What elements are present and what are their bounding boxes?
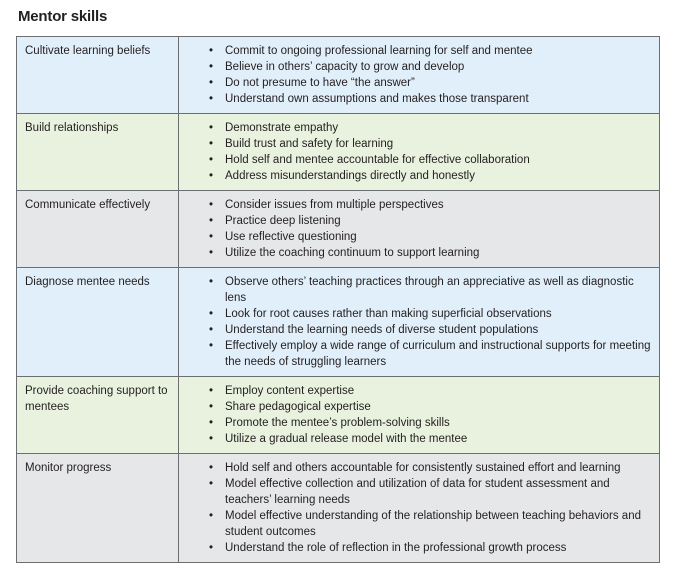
skill-description — [179, 268, 660, 377]
table-row — [17, 191, 660, 268]
list-item: • Model effective understanding of the relationship between teaching behaviors and student outcomes — [209, 508, 651, 540]
skill-description — [179, 37, 660, 114]
list-item: • Understand the learning needs of diverse student populations — [209, 322, 651, 338]
list-item: • Utilize the coaching continuum to support learning — [209, 245, 651, 261]
bullet-list — [187, 43, 651, 107]
table-row — [17, 114, 660, 191]
list-item: • Employ content expertise — [209, 383, 651, 399]
bullet-list — [187, 274, 651, 370]
list-item: • Model effective collection and utilization of data for student assessment and teachers’ learning needs — [209, 476, 651, 508]
list-item: • Effectively employ a wide range of curriculum and instructional supports for meeting the needs of struggling learners — [209, 338, 651, 370]
skill-name: Monitor progress — [17, 454, 179, 563]
table-row — [17, 377, 660, 454]
list-item: • Consider issues from multiple perspectives — [209, 197, 651, 213]
skill-name: Provide coaching support to mentees — [17, 377, 179, 454]
table-row — [17, 268, 660, 377]
bullet-list — [187, 120, 651, 184]
skill-description — [179, 114, 660, 191]
mentor-skills-table — [16, 36, 660, 563]
skill-description — [179, 377, 660, 454]
list-item: • Understand the role of reflection in the professional growth process — [209, 540, 651, 556]
list-item: • Observe others’ teaching practices through an appreciative as well as diagnostic lens — [209, 274, 651, 306]
skill-description — [179, 191, 660, 268]
list-item: • Do not presume to have “the answer” — [209, 75, 651, 91]
skill-name: Communicate effectively — [17, 191, 179, 268]
list-item: • Use reflective questioning — [209, 229, 651, 245]
skill-description — [179, 454, 660, 563]
list-item: • Commit to ongoing professional learning for self and mentee — [209, 43, 651, 59]
list-item: • Practice deep listening — [209, 213, 651, 229]
table-row — [17, 454, 660, 563]
list-item: • Share pedagogical expertise — [209, 399, 651, 415]
bullet-list — [187, 383, 651, 447]
list-item: • Hold self and others accountable for consistently sustained effort and learning — [209, 460, 651, 476]
list-item: • Utilize a gradual release model with the mentee — [209, 431, 651, 447]
list-item: • Understand own assumptions and makes those transparent — [209, 91, 651, 107]
page-title: Mentor skills — [18, 8, 108, 25]
list-item: • Hold self and mentee accountable for effective collaboration — [209, 152, 651, 168]
list-item: • Promote the mentee’s problem-solving skills — [209, 415, 651, 431]
list-item: • Demonstrate empathy — [209, 120, 651, 136]
list-item: • Believe in others’ capacity to grow and develop — [209, 59, 651, 75]
bullet-list — [187, 197, 651, 261]
list-item: • Look for root causes rather than making superficial observations — [209, 306, 651, 322]
bullet-list — [187, 460, 651, 556]
list-item: • Build trust and safety for learning — [209, 136, 651, 152]
table-row — [17, 37, 660, 114]
skill-name: Diagnose mentee needs — [17, 268, 179, 377]
skill-name: Build relationships — [17, 114, 179, 191]
list-item: • Address misunderstandings directly and honestly — [209, 168, 651, 184]
skill-name: Cultivate learning beliefs — [17, 37, 179, 114]
